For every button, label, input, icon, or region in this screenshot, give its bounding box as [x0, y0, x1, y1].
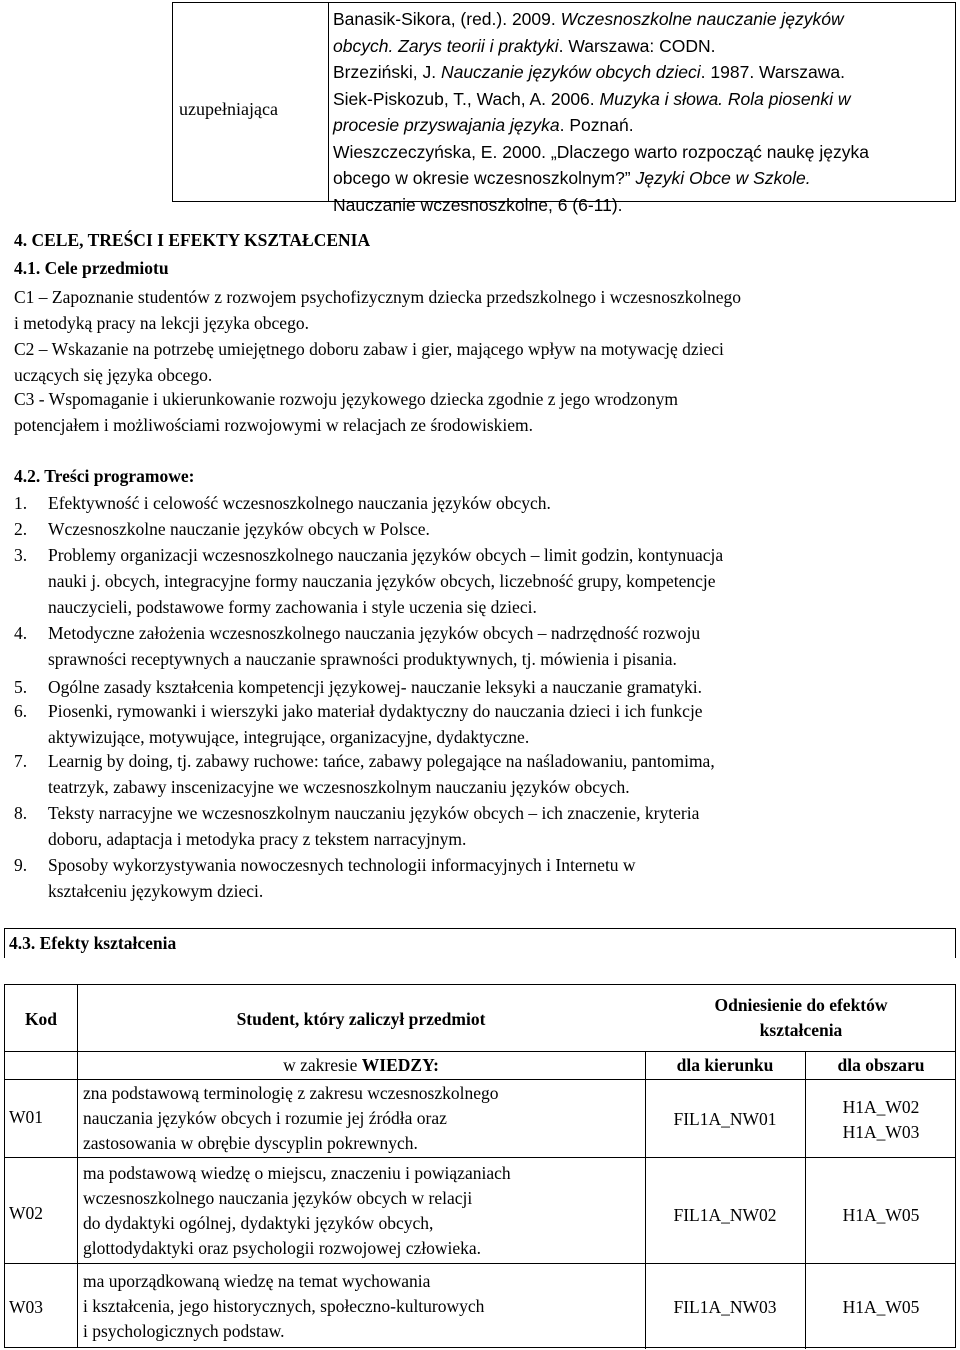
bibliography-line: obcego w okresie wczesnoszkolnym?” Języki Obce w Szkole.: [333, 168, 811, 188]
content-item: 8. Teksty narracyjne we wczesnoszkolnym nauczaniu języków obcych – ich znaczenie, kryteria doboru, adaptacja i metodyka pracy z tekstem narracyjnym.: [14, 803, 700, 849]
bibliography-label-cell: [173, 3, 329, 201]
content-item: 3. Problemy organizacji wczesnoszkolnego nauczania języków obcych – limit godzin, kontynuacja nauki j. obcych, integracyjne formy nauczania języków obcych, liczebność grupy, kompetencje nauczycieli, podstawowe formy zachowania i style uczenia się dzieci.: [14, 545, 724, 617]
section-heading: 4. CELE, TREŚCI I EFEKTY KSZTAŁCENIA: [14, 230, 371, 250]
bibliography-line: procesie przyswajania języka. Poznań.: [333, 115, 634, 135]
row-description: ma podstawową wiedzę o miejscu, znaczeniu i powiązaniach wczesnoszkolnego nauczania języków obcych w relacji do dydaktyki ogólnej, dydaktyki języków obcych, glottodydaktyki oraz psychologii rozwojowej człowieka.: [83, 1163, 511, 1258]
content-item: 9. Sposoby wykorzystywania nowoczesnych technologii informacyjnych i Internetu w kształceniu językowym dzieci.: [14, 855, 636, 901]
bibliography-list: [333, 6, 951, 218]
row-code: W01: [9, 1107, 44, 1127]
bibliography-line: Wieszczeczyńska, E. 2000. „Dlaczego warto rozpocząć naukę języka: [333, 141, 869, 162]
content-heading: 4.2. Treści programowe:: [14, 466, 195, 486]
row-area-codes: H1A_W02 H1A_W03: [842, 1097, 920, 1142]
row-field-code: FIL1A_NW03: [673, 1297, 777, 1317]
content-item: 4. Metodyczne założenia wczesnoszkolnego nauczania języków obcych – nadrzędność rozwoju sprawności receptywnych a nauczanie sprawności produktywnych, tj. mówienia i pisania.: [14, 623, 701, 669]
bibliography-table: [172, 2, 956, 215]
header-reference: Odniesienie do efektów kształcenia: [714, 995, 888, 1040]
effects-heading-box: [4, 928, 956, 958]
row-area-codes: H1A_W05: [842, 1205, 920, 1225]
row-field-code: FIL1A_NW01: [673, 1109, 777, 1129]
content-item: 2. Wczesnoszkolne nauczanie języków obcych w Polsce.: [14, 519, 430, 539]
row-description: ma uporządkowaną wiedzę na temat wychowania i kształcenia, jego historycznych, społeczno-kulturowych i psychologicznych podstaw.: [83, 1271, 485, 1341]
goal-c2: C2 – Wskazanie na potrzebę umiejętnego doboru zabaw i gier, mającego wpływ na motywację dzieci uczących się języka obcego.: [14, 339, 724, 385]
subheader-area: dla obszaru: [837, 1055, 925, 1075]
row-field-code: FIL1A_NW02: [673, 1205, 777, 1225]
bibliography-label: uzupełniająca: [179, 99, 278, 119]
bibliography-line: Nauczanie wczesnoszkolne, 6 (6-11).: [333, 194, 623, 215]
subheader-field: dla kierunku: [676, 1055, 774, 1075]
bibliography-line: Siek-Piskozub, T., Wach, A. 2006. Muzyka i słowa. Rola piosenki w: [333, 88, 851, 109]
bibliography-line: Brzeziński, J. Nauczanie języków obcych dzieci. 1987. Warszawa.: [333, 62, 845, 82]
subheader-scope: w zakresie WIEDZY:: [283, 1055, 439, 1075]
bibliography-line: Banasik-Sikora, (red.). 2009. Wczesnoszkolne nauczanie języków: [333, 9, 844, 29]
content-item: 6. Piosenki, rymowanki i wierszyki jako materiał dydaktyczny do nauczania dzieci i ich funkcje aktywizujące, motywujące, integrujące, organizacyjne, dydaktyczne.: [14, 701, 703, 747]
bibliography-line: obcych. Zarys teorii i praktyki. Warszawa: CODN.: [333, 35, 716, 56]
goal-c1: C1 – Zapoznanie studentów z rozwojem psychofizycznym dziecka przedszkolnego i wczesnoszkolnego i metodyką pracy na lekcji języka obcego.: [14, 287, 741, 333]
goals-heading: 4.1. Cele przedmiotu: [14, 258, 169, 278]
effects-table: [4, 984, 956, 1348]
goal-c3: C3 - Wspomaganie i ukierunkowanie rozwoju językowego dziecka zgodnie z jego wrodzonym potencjałem i możliwościami rozwojowymi w relacjach ze środowiskiem.: [14, 389, 678, 435]
content-item: 1. Efektywność i celowość wczesnoszkolnego nauczania języków obcych.: [14, 493, 551, 513]
row-area-codes: H1A_W05: [842, 1297, 920, 1317]
effects-heading: 4.3. Efekty kształcenia: [9, 933, 177, 953]
row-code: W03: [9, 1297, 44, 1317]
content-item: 5. Ogólne zasady kształcenia kompetencji językowej- nauczanie leksyki a nauczanie gramatyki.: [14, 677, 703, 697]
header-student: Student, który zaliczył przedmiot: [236, 1009, 486, 1029]
row-code: W02: [9, 1203, 44, 1223]
content-item: 7. Learnig by doing, tj. zabawy ruchowe: tańce, zabawy polegające na naśladowaniu, pantomima, teatrzyk, zabawy inscenizacyjne we wczesnoszkolnym nauczaniu języków obcych.: [14, 751, 715, 797]
row-description: zna podstawową terminologię z zakresu wczesnoszkolnego nauczania języków obcych i rozumie jej źródła oraz zastosowania w obrębie dyscyplin pokrewnych.: [83, 1083, 499, 1153]
header-code: Kod: [24, 1009, 58, 1029]
